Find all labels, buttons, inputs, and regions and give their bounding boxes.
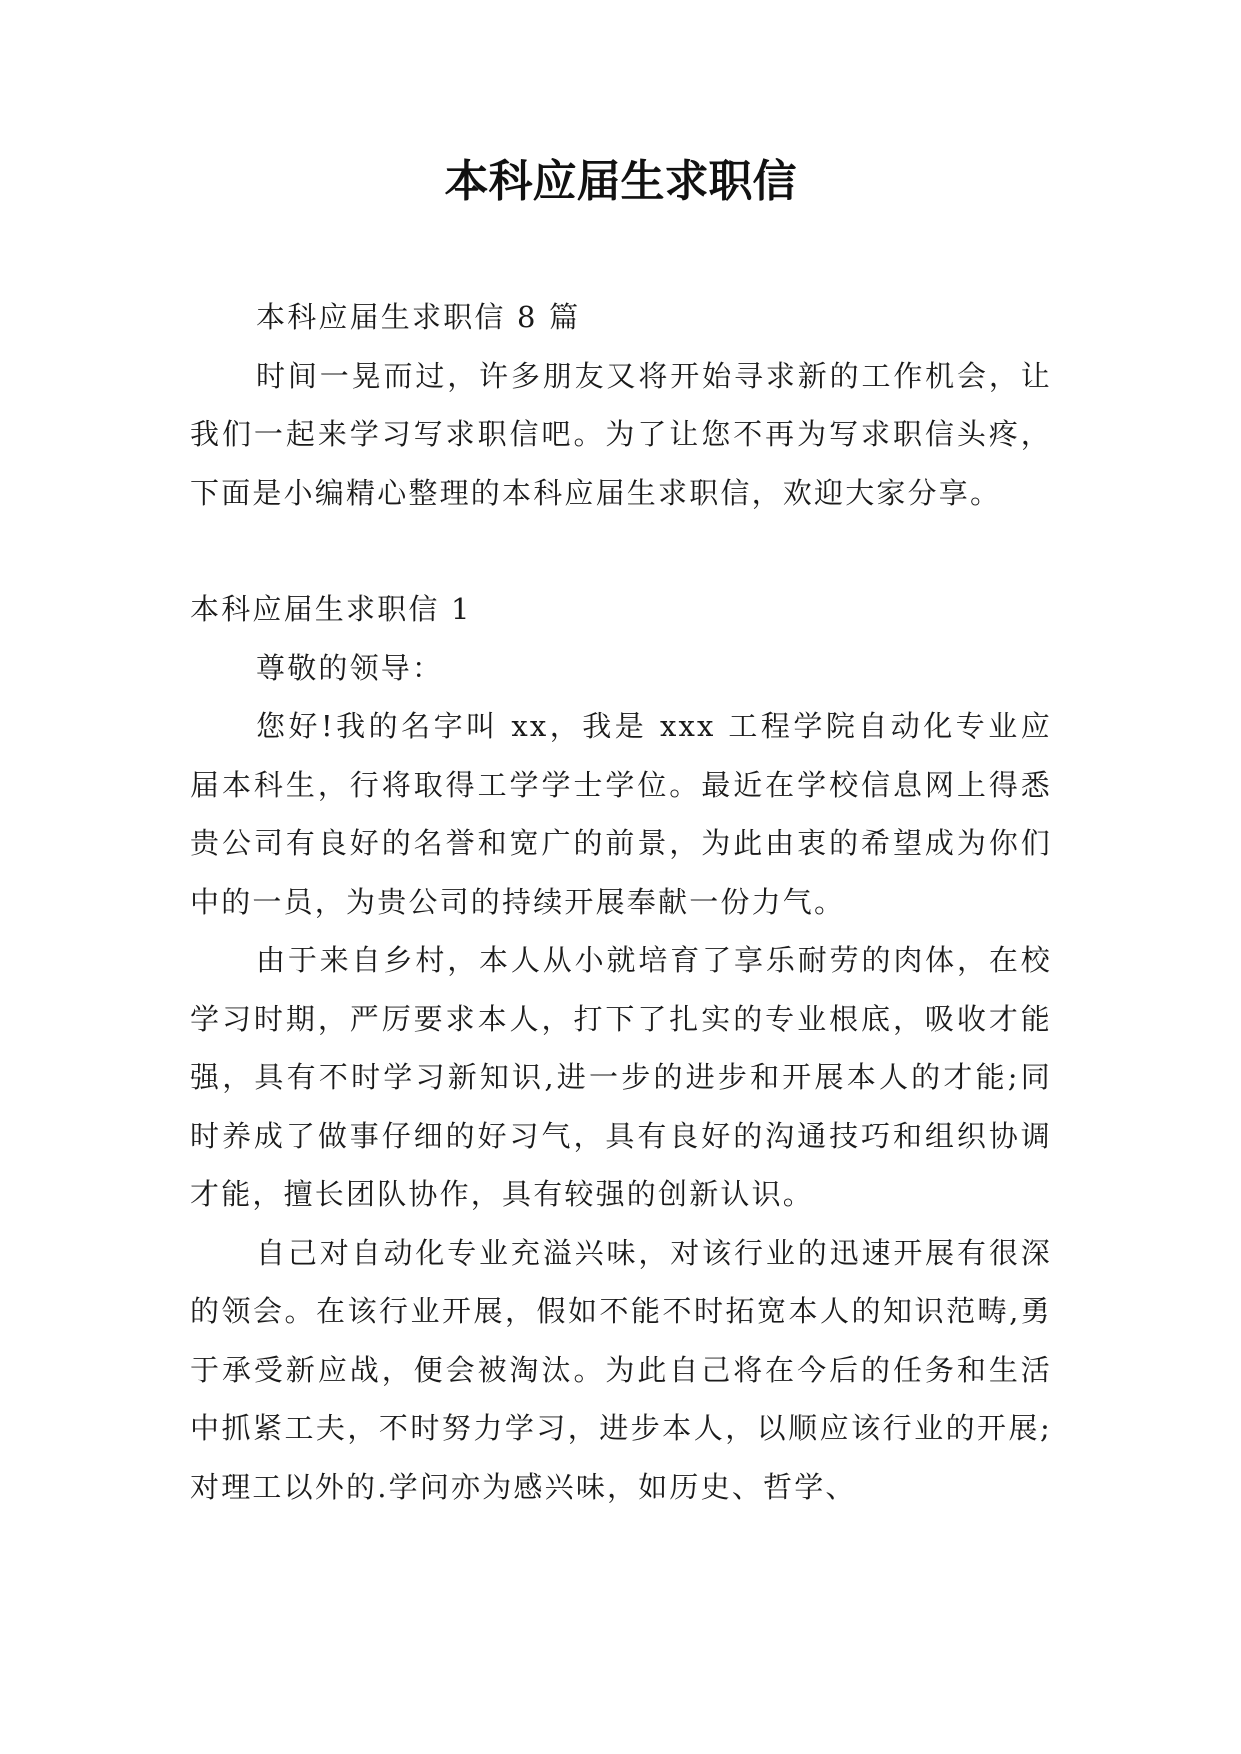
letter-heading: 本科应届生求职信 1: [190, 592, 472, 626]
letter-paragraph: 由于来自乡村，本人从小就培育了享乐耐劳的肉体，在校学习时期，严厉要求本人，打下了扎实的专业根底，吸收才能强，具有不时学习新知识,进一步的进步和开展本人的才能;同时养成了做事仔细的好习气，具有良好的沟通技巧和组织协调才能，擅长团队协作，具有较强的创新认识。: [190, 943, 1052, 1211]
letter-salutation: 尊敬的领导：: [256, 650, 444, 685]
document-body: [190, 288, 1052, 1516]
section-spacer: [190, 522, 1052, 580]
letter-paragraph: 您好!我的名字叫 xx，我是 xxx 工程学院自动化专业应届本科生，行将取得工学学士学位。最近在学校信息网上得悉贵公司有良好的名誉和宽广的前景，为此由衷的希望成为你们中的一员，为贵公司的持续开展奉献一份力气。: [190, 709, 1052, 919]
letter-paragraph: 自己对自动化专业充溢兴味，对该行业的迅速开展有很深的领会。在该行业开展，假如不能不时拓宽本人的知识范畴,勇于承受新应战，便会被淘汰。为此自己将在今后的任务和生活中抓紧工夫，不时努力学习，进步本人，以顺应该行业的开展;对理工以外的.学问亦为感兴味，如历史、哲学、: [190, 1235, 1052, 1504]
document-subtitle: 本科应届生求职信 8 篇: [256, 300, 581, 334]
intro-paragraph: 时间一晃而过，许多朋友又将开始寻求新的工作机会，让我们一起来学习写求职信吧。为了让您不再为写求职信头疼，下面是小编精心整理的本科应届生求职信，欢迎大家分享。: [190, 358, 1052, 510]
document-title: 本科应届生求职信: [444, 156, 797, 207]
